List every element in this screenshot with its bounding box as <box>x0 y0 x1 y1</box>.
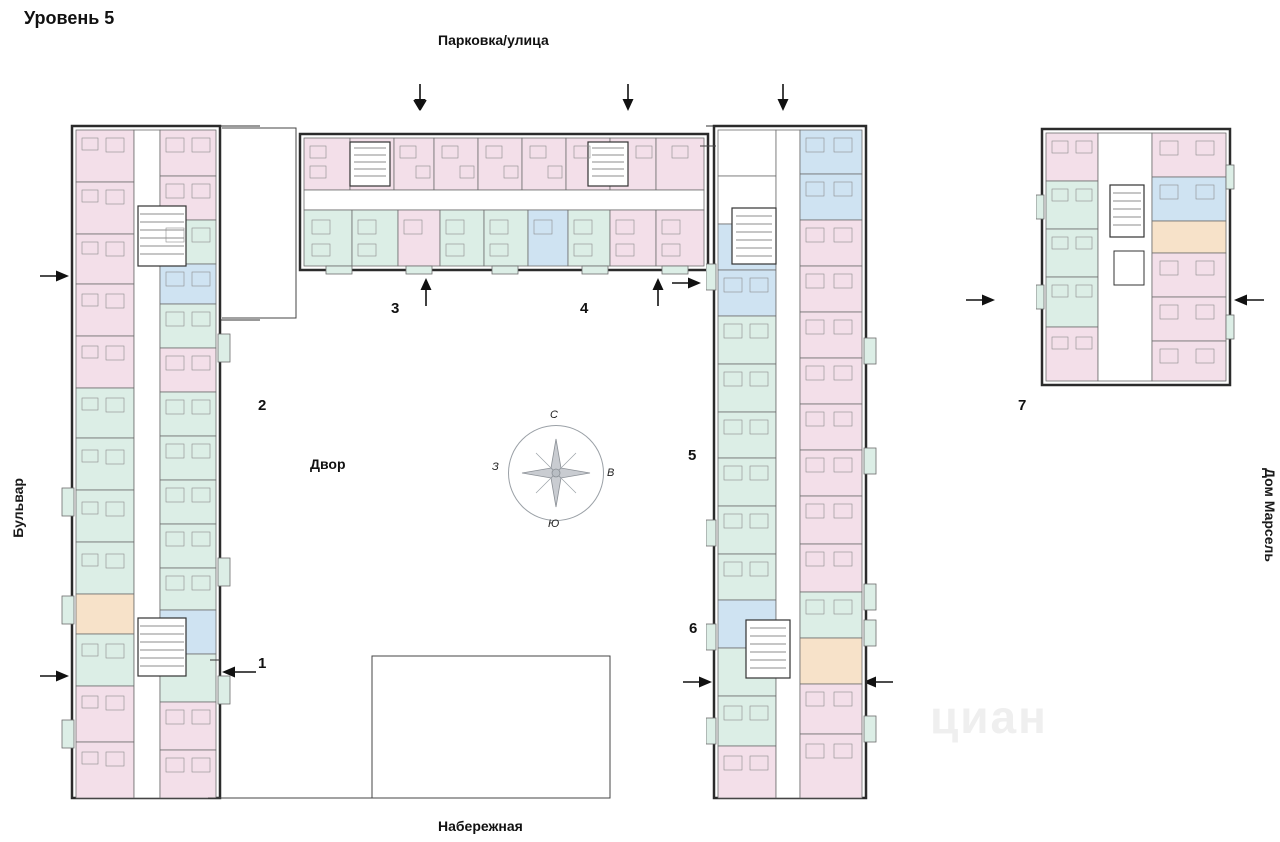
edge-label-bottom: Набережная <box>438 818 523 834</box>
entrance-arrow-house7-right <box>1234 292 1264 308</box>
compass-rose <box>492 409 615 530</box>
compass-west-label: З <box>492 461 499 473</box>
entrance-arrow-top-2 <box>620 84 636 112</box>
edge-label-top: Парковка/улица <box>438 32 549 48</box>
entrance-arrow-top-3 <box>775 84 791 112</box>
watermark-logo: циан <box>930 691 1048 743</box>
section-number-2: 2 <box>258 397 267 414</box>
courtyard-label: Двор <box>310 456 346 472</box>
compass-east-label: В <box>607 467 615 479</box>
compass-south-label: Ю <box>548 518 560 530</box>
entrance-arrow-top-1 <box>412 84 428 112</box>
building-north-wing[interactable] <box>296 128 716 288</box>
building-east-wing[interactable] <box>706 120 886 805</box>
edge-label-left: Бульвар <box>10 478 26 538</box>
compass-north-label: С <box>550 409 558 421</box>
page-title: Уровень 5 <box>24 8 115 28</box>
section-number-5: 5 <box>688 447 697 464</box>
building-west-wing[interactable] <box>60 120 260 805</box>
section-number-1: 1 <box>258 655 267 672</box>
entrance-arrow-house7-left <box>966 292 996 308</box>
section-number-7: 7 <box>1018 397 1027 414</box>
section-number-6: 6 <box>689 620 698 637</box>
section-number-3: 3 <box>391 300 400 317</box>
building-marcel-house[interactable] <box>1036 125 1236 390</box>
section-number-4: 4 <box>580 300 589 317</box>
edge-label-right: Дом Марсель <box>1262 468 1278 563</box>
